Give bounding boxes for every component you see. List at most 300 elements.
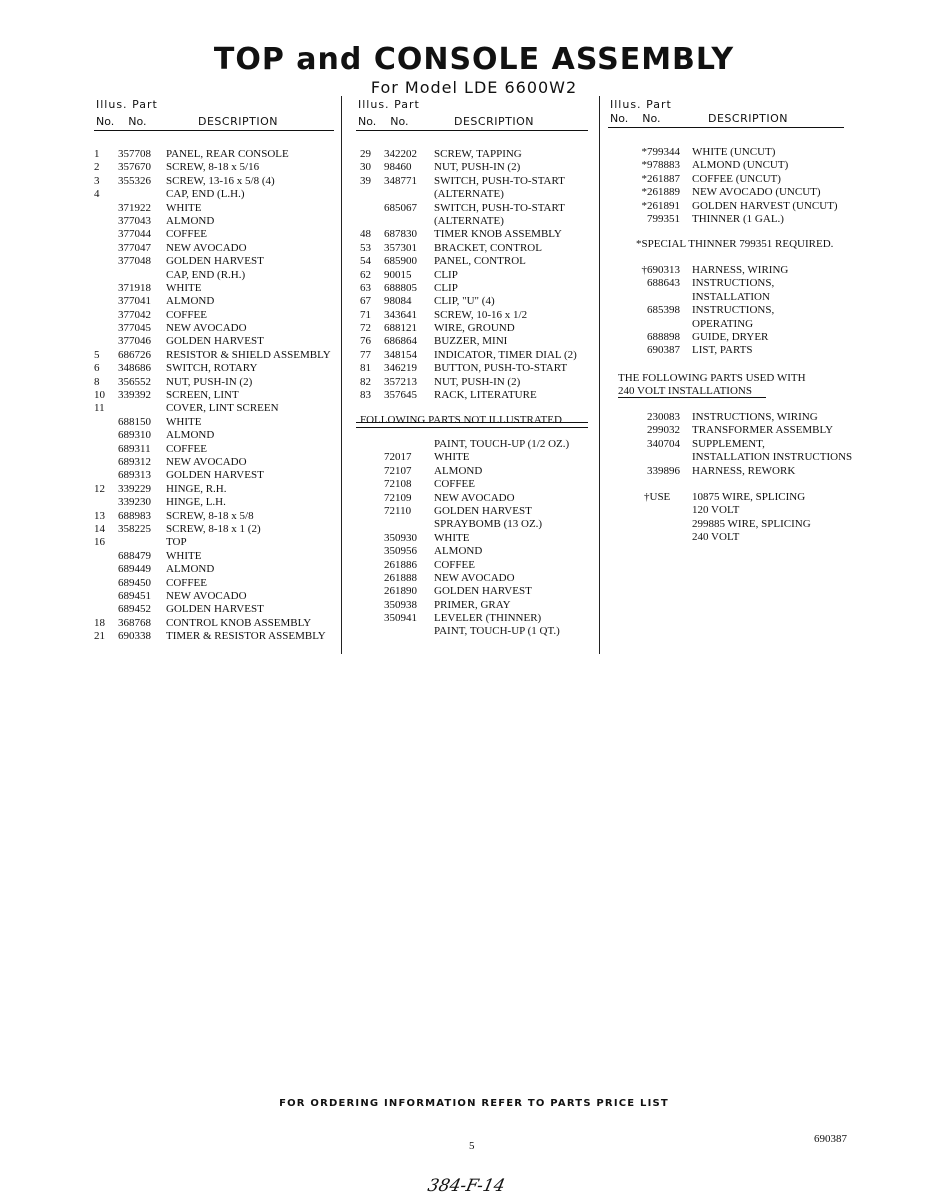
part-description: WHITE — [434, 451, 470, 464]
illus-number: 8 — [94, 375, 100, 388]
illus-number: 62 — [360, 268, 371, 281]
part-description: SCREW, 8-18 x 5/8 — [166, 509, 254, 522]
table-row — [94, 577, 334, 590]
part-number: 687830 — [384, 228, 417, 241]
part-description: WHITE — [166, 281, 202, 294]
table-row — [94, 389, 334, 402]
table-row — [356, 269, 588, 282]
table-row — [94, 188, 334, 201]
part-description: WHITE — [434, 531, 470, 544]
table-row — [94, 563, 334, 576]
header-no: No. No. — [358, 115, 409, 128]
part-number: 686864 — [384, 335, 417, 348]
part-number: 261886 — [384, 558, 417, 571]
table-row — [94, 148, 334, 161]
not-illustrated-heading: FOLLOWING PARTS NOT ILLUSTRATED — [356, 413, 588, 428]
illus-number: 77 — [360, 348, 371, 361]
table-row — [356, 362, 588, 375]
part-description: GUIDE, DRYER — [692, 330, 769, 343]
part-number: *799344 — [641, 146, 680, 158]
parts-list — [608, 146, 868, 226]
ordering-footer: FOR ORDERING INFORMATION REFER TO PARTS PRICE LIST — [279, 1098, 669, 1109]
illus-number: 82 — [360, 375, 371, 388]
part-number: 377045 — [118, 322, 151, 335]
header-rule — [94, 130, 334, 131]
table-row — [356, 465, 588, 478]
part-description: TOP — [166, 536, 187, 549]
table-row — [608, 424, 868, 437]
part-number: 377044 — [118, 228, 151, 241]
table-row — [94, 282, 334, 295]
special-note: *SPECIAL THINNER 799351 REQUIRED. — [636, 238, 834, 250]
part-number: *978883 — [641, 159, 680, 172]
part-number: 350930 — [384, 531, 417, 544]
part-description: GOLDEN HARVEST — [166, 603, 264, 616]
column-header — [608, 98, 868, 132]
table-row — [356, 505, 588, 518]
table-row — [608, 451, 868, 464]
table-row — [356, 349, 588, 362]
parts-list — [608, 411, 868, 478]
part-description: PANEL, REAR CONSOLE — [166, 148, 289, 160]
part-description: GOLDEN HARVEST (UNCUT) — [692, 199, 838, 212]
part-description: SCREW, 8-18 x 5/16 — [166, 161, 260, 174]
part-description: THINNER (1 GAL.) — [692, 212, 784, 225]
part-description: HINGE, R.H. — [166, 482, 227, 495]
parts-column-3 — [608, 98, 868, 544]
part-description: NEW AVOCADO — [434, 491, 515, 504]
use-line: 299885 WIRE, SPLICING — [692, 517, 811, 530]
part-number: 688121 — [384, 322, 417, 335]
illus-number: 29 — [360, 148, 371, 160]
part-number: 685067 — [384, 201, 417, 214]
part-number: 368768 — [118, 616, 151, 629]
part-number: 261888 — [384, 571, 417, 584]
table-row — [94, 603, 334, 616]
part-number: 685398 — [647, 304, 680, 317]
table-row — [94, 536, 334, 549]
illus-number: 4 — [94, 188, 100, 201]
table-row — [94, 456, 334, 469]
table-row — [94, 228, 334, 241]
part-description: SCREW, 10-16 x 1/2 — [434, 308, 528, 321]
part-description: COFFEE (UNCUT) — [692, 172, 781, 185]
part-number: 346219 — [384, 362, 417, 375]
part-number: 350938 — [384, 598, 417, 611]
part-number: 689451 — [118, 589, 151, 602]
table-row — [356, 585, 588, 598]
parts-list-not-illustrated — [356, 438, 588, 639]
part-description: INDICATOR, TIMER DIAL (2) — [434, 348, 577, 361]
part-number: 98460 — [384, 161, 412, 174]
part-number: 690338 — [118, 630, 151, 643]
part-number: 377043 — [118, 214, 151, 227]
illus-number: 72 — [360, 322, 371, 335]
header-no: No. No. — [96, 115, 147, 128]
table-row — [608, 344, 868, 357]
table-row — [94, 550, 334, 563]
use-line: 10875 WIRE, SPLICING — [692, 491, 806, 503]
part-number: 688898 — [647, 330, 680, 343]
table-row — [94, 269, 334, 282]
part-description: PAINT, TOUCH-UP (1/2 OZ.) — [434, 438, 570, 450]
illus-number: 6 — [94, 362, 100, 375]
part-number: 357670 — [118, 161, 151, 174]
column-divider — [341, 96, 342, 654]
table-row — [356, 625, 588, 638]
part-description: LIST, PARTS — [692, 344, 753, 357]
part-number: 689311 — [118, 442, 151, 455]
part-description: WHITE — [166, 549, 202, 562]
table-row — [608, 438, 868, 451]
illus-number: 11 — [94, 402, 105, 415]
following-parts-note: THE FOLLOWING PARTS USED WITH — [618, 372, 806, 384]
header-illus-part: Illus. Part — [358, 98, 420, 111]
part-description: PRIMER, GRAY — [434, 598, 511, 611]
part-description: NEW AVOCADO — [166, 589, 247, 602]
part-description: CAP, END (L.H.) — [166, 188, 245, 201]
part-description: NUT, PUSH-IN (2) — [434, 161, 521, 174]
part-number: 357708 — [118, 148, 151, 160]
page-subtitle: For Model LDE 6600W2 — [370, 78, 578, 97]
part-number: 350941 — [384, 612, 417, 625]
table-row — [356, 438, 588, 451]
table-row — [608, 173, 868, 186]
table-row — [608, 277, 868, 290]
part-number: †690313 — [641, 264, 680, 276]
part-description: (ALTERNATE) — [434, 188, 504, 201]
part-description: ALMOND — [434, 464, 483, 477]
table-row — [608, 186, 868, 199]
part-number: 686726 — [118, 348, 151, 361]
part-description: CONTROL KNOB ASSEMBLY — [166, 616, 312, 629]
part-description: SUPPLEMENT, — [692, 437, 765, 450]
illus-number: 10 — [94, 389, 105, 402]
table-row — [356, 242, 588, 255]
part-description: SWITCH, PUSH-TO-START — [434, 174, 565, 187]
part-number: 689449 — [118, 563, 151, 576]
illus-number: 83 — [360, 389, 371, 402]
part-number: 371922 — [118, 201, 151, 214]
handwritten-note: 384-F-14 — [425, 1176, 507, 1196]
part-description: COFFEE — [166, 228, 207, 241]
part-description: SCREW, 13-16 x 5/8 (4) — [166, 174, 275, 187]
part-number: 689313 — [118, 469, 151, 482]
table-row — [356, 202, 588, 215]
part-number: 340704 — [647, 437, 680, 450]
table-row — [356, 295, 588, 308]
section-rule — [356, 422, 588, 423]
part-number: 689310 — [118, 429, 151, 442]
table-row — [608, 264, 868, 277]
table-row — [356, 478, 588, 491]
table-row — [356, 559, 588, 572]
table-row — [356, 492, 588, 505]
part-description: PAINT, TOUCH-UP (1 QT.) — [434, 625, 560, 638]
header-rule — [356, 130, 588, 131]
table-row — [356, 148, 588, 161]
use-label: †USE — [644, 491, 671, 503]
parts-list — [608, 264, 868, 358]
document-number: 690387 — [814, 1133, 847, 1145]
illus-number: 76 — [360, 335, 371, 348]
illus-number: 54 — [360, 255, 371, 268]
part-number: 689452 — [118, 603, 151, 616]
parts-list — [356, 148, 588, 402]
illus-number: 16 — [94, 536, 105, 549]
part-description: COFFEE — [166, 576, 207, 589]
part-number: 685900 — [384, 255, 417, 268]
part-number: 799351 — [647, 212, 680, 225]
part-description: INSTALLATION INSTRUCTIONS — [692, 451, 853, 464]
part-number: 689312 — [118, 455, 151, 468]
table-row — [356, 188, 588, 201]
table-row — [94, 510, 334, 523]
part-description: (ALTERNATE) — [434, 214, 504, 227]
illus-number: 30 — [360, 161, 371, 174]
use-line: 240 VOLT — [692, 531, 740, 544]
table-row — [94, 202, 334, 215]
part-number: 348686 — [118, 362, 151, 375]
part-number: 689450 — [118, 576, 151, 589]
part-number: 357213 — [384, 375, 417, 388]
table-row — [356, 389, 588, 402]
table-row — [94, 443, 334, 456]
part-description: COFFEE — [166, 442, 207, 455]
part-number: 357301 — [384, 241, 417, 254]
illus-number: 1 — [94, 148, 100, 160]
following-parts-note-2: 240 VOLT INSTALLATIONS — [618, 385, 766, 398]
part-description: NUT, PUSH-IN (2) — [166, 375, 253, 388]
part-description: SCREW, TAPPING — [434, 148, 522, 160]
table-row — [356, 545, 588, 558]
part-number: 377041 — [118, 295, 151, 308]
part-description: HARNESS, REWORK — [692, 464, 796, 477]
header-description: DESCRIPTION — [708, 112, 788, 125]
part-description: GOLDEN HARVEST — [166, 335, 264, 348]
table-row — [356, 335, 588, 348]
header-rule — [608, 127, 844, 128]
part-description: SWITCH, ROTARY — [166, 362, 258, 375]
table-row — [356, 161, 588, 174]
table-row — [356, 215, 588, 228]
part-description: COFFEE — [434, 558, 475, 571]
table-row — [356, 599, 588, 612]
table-row — [356, 282, 588, 295]
table-row — [94, 469, 334, 482]
parts-list — [94, 148, 334, 643]
part-number: 377042 — [118, 308, 151, 321]
table-row — [94, 416, 334, 429]
part-description: CAP, END (R.H.) — [166, 268, 246, 281]
part-description: ALMOND — [434, 545, 483, 558]
table-row — [94, 349, 334, 362]
part-description: NEW AVOCADO — [166, 322, 247, 335]
part-number: 299032 — [647, 424, 680, 437]
part-number: 72108 — [384, 478, 412, 491]
part-description: INSTRUCTIONS, — [692, 277, 775, 290]
table-row — [94, 617, 334, 630]
part-number: 90015 — [384, 268, 412, 281]
part-number: 688150 — [118, 415, 151, 428]
part-number: *261891 — [641, 199, 680, 212]
part-number: 72109 — [384, 491, 412, 504]
table-row — [94, 335, 334, 348]
table-row — [608, 411, 868, 424]
part-number: 342202 — [384, 148, 417, 160]
part-description: INSTALLATION — [692, 290, 770, 303]
table-row — [94, 496, 334, 509]
illus-number: 14 — [94, 522, 105, 535]
table-row — [94, 402, 334, 415]
part-number: 343641 — [384, 308, 417, 321]
part-description: OPERATING — [692, 317, 754, 330]
table-row — [608, 200, 868, 213]
parts-column-1 — [94, 98, 334, 643]
part-description: CLIP, "U" (4) — [434, 295, 495, 308]
part-number: 72110 — [384, 504, 412, 517]
part-description: PANEL, CONTROL — [434, 255, 526, 268]
table-row — [608, 291, 868, 304]
part-description: NEW AVOCADO — [166, 455, 247, 468]
part-number: 690387 — [647, 344, 680, 357]
part-number: 356552 — [118, 375, 151, 388]
table-row — [356, 572, 588, 585]
part-description: ALMOND (UNCUT) — [692, 159, 789, 172]
part-description: RESISTOR & SHIELD ASSEMBLY — [166, 348, 331, 361]
part-description: ALMOND — [166, 429, 215, 442]
parts-column-2 — [356, 98, 588, 638]
part-number: 350956 — [384, 545, 417, 558]
illus-number: 18 — [94, 616, 105, 629]
table-row — [608, 331, 868, 344]
illus-number: 39 — [360, 174, 371, 187]
part-description: NUT, PUSH-IN (2) — [434, 375, 521, 388]
part-number: 358225 — [118, 522, 151, 535]
table-row — [94, 242, 334, 255]
part-description: CLIP — [434, 268, 458, 281]
part-description: TRANSFORMER ASSEMBLY — [692, 424, 834, 437]
illus-number: 81 — [360, 362, 371, 375]
table-row — [356, 322, 588, 335]
table-row — [356, 612, 588, 625]
table-row — [94, 215, 334, 228]
table-row — [94, 483, 334, 496]
part-description: NEW AVOCADO — [166, 241, 247, 254]
part-number: 348771 — [384, 174, 417, 187]
table-row — [356, 376, 588, 389]
part-number: 688983 — [118, 509, 151, 522]
part-number: 72107 — [384, 464, 412, 477]
part-number: *261889 — [641, 186, 680, 199]
part-number: 339229 — [118, 482, 151, 495]
part-description: HARNESS, WIRING — [692, 264, 789, 276]
table-row — [356, 518, 588, 531]
table-row — [94, 309, 334, 322]
part-number: 688643 — [647, 277, 680, 290]
part-description: GOLDEN HARVEST — [434, 585, 532, 598]
header-description: DESCRIPTION — [198, 115, 278, 128]
part-number: 348154 — [384, 348, 417, 361]
part-number: 355326 — [118, 174, 151, 187]
part-number: 377047 — [118, 241, 151, 254]
column-divider — [599, 96, 600, 654]
table-row — [94, 429, 334, 442]
part-description: ALMOND — [166, 563, 215, 576]
table-row — [94, 295, 334, 308]
illus-number: 13 — [94, 509, 105, 522]
table-row — [608, 304, 868, 317]
table-row — [94, 255, 334, 268]
part-number: 688805 — [384, 281, 417, 294]
table-row — [608, 213, 868, 226]
part-number: 688479 — [118, 549, 151, 562]
part-description: TIMER & RESISTOR ASSEMBLY — [166, 630, 326, 643]
table-row — [608, 318, 868, 331]
part-description: GOLDEN HARVEST — [434, 504, 532, 517]
part-description: LEVELER (THINNER) — [434, 612, 542, 625]
part-description: INSTRUCTIONS, — [692, 304, 775, 317]
column-header — [356, 98, 588, 132]
illus-number: 21 — [94, 630, 105, 643]
part-description: COVER, LINT SCREEN — [166, 402, 279, 415]
table-row — [608, 159, 868, 172]
illus-number: 2 — [94, 161, 100, 174]
part-number: *261887 — [641, 172, 680, 185]
part-description: INSTRUCTIONS, WIRING — [692, 411, 818, 423]
part-description: TIMER KNOB ASSEMBLY — [434, 228, 562, 241]
part-number: 261890 — [384, 585, 417, 598]
illus-number: 3 — [94, 174, 100, 187]
part-description: SCREEN, LINT — [166, 389, 239, 402]
header-description: DESCRIPTION — [454, 115, 534, 128]
part-description: WHITE (UNCUT) — [692, 146, 776, 158]
part-number: 230083 — [647, 411, 680, 423]
table-row — [94, 161, 334, 174]
page-title: TOP and CONSOLE ASSEMBLY — [213, 42, 735, 77]
illus-number: 53 — [360, 241, 371, 254]
table-row — [608, 465, 868, 478]
part-description: SCREW, 8-18 x 1 (2) — [166, 522, 261, 535]
table-row — [356, 532, 588, 545]
part-description: WHITE — [166, 415, 202, 428]
part-number: 339392 — [118, 389, 151, 402]
illus-number: 48 — [360, 228, 371, 241]
part-description: RACK, LITERATURE — [434, 389, 537, 402]
table-row — [94, 322, 334, 335]
part-number: 357645 — [384, 389, 417, 402]
part-description: COFFEE — [166, 308, 207, 321]
part-description: ALMOND — [166, 214, 215, 227]
illus-number: 63 — [360, 281, 371, 294]
header-illus-part: Illus. Part — [610, 98, 672, 111]
part-number: 98084 — [384, 295, 412, 308]
table-row — [94, 175, 334, 188]
part-number: 339896 — [647, 464, 680, 477]
part-description: GOLDEN HARVEST — [166, 255, 264, 268]
part-description: NEW AVOCADO — [434, 571, 515, 584]
table-row — [94, 590, 334, 603]
table-row — [94, 630, 334, 643]
part-number: 371918 — [118, 281, 151, 294]
page-number: 5 — [469, 1140, 475, 1152]
illus-number: 67 — [360, 295, 371, 308]
part-description: SWITCH, PUSH-TO-START — [434, 201, 565, 214]
column-header — [94, 98, 334, 132]
part-number: 377046 — [118, 335, 151, 348]
part-number: 377048 — [118, 255, 151, 268]
part-number: 339230 — [118, 496, 151, 509]
